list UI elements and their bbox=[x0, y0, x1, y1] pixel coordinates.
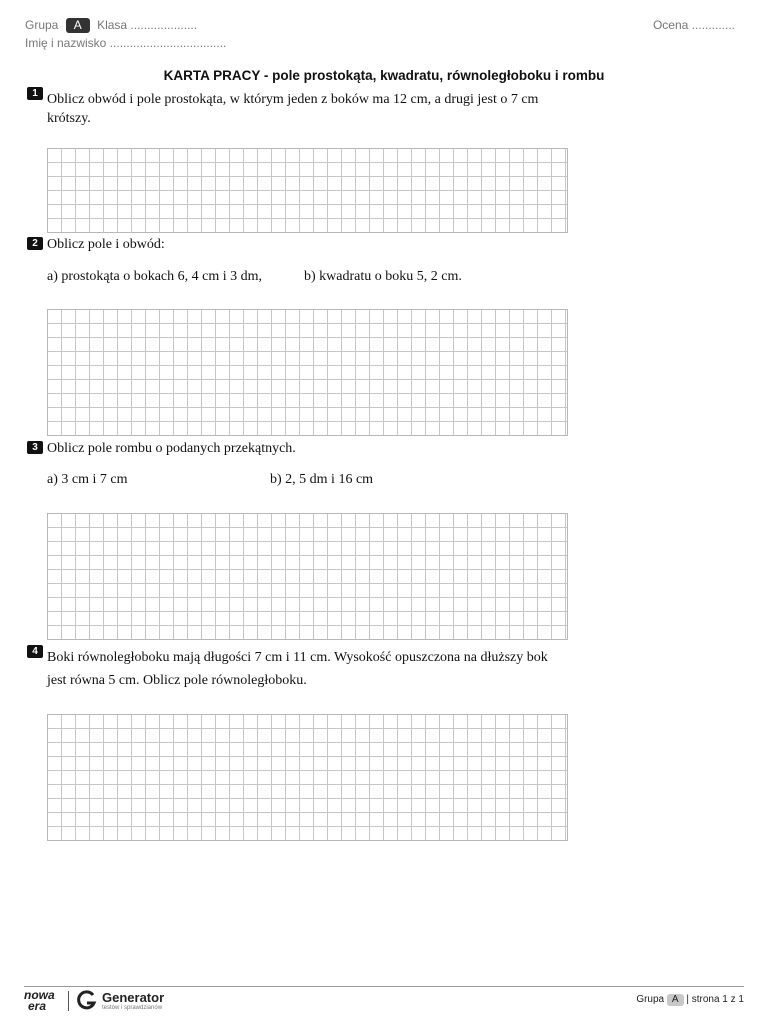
task-number-2: 2 bbox=[27, 237, 43, 250]
logo-separator bbox=[68, 991, 69, 1011]
task-1-text-line2: krótszy. bbox=[47, 111, 91, 126]
task-2-option-a: a) prostokąta o bokach 6, 4 cm i 3 dm, bbox=[47, 269, 263, 284]
name-field: Imię i nazwisko ................................... bbox=[25, 36, 227, 50]
task-number-1: 1 bbox=[27, 87, 43, 100]
page-number: | strona 1 z 1 bbox=[686, 994, 744, 1005]
answer-grid-3[interactable] bbox=[47, 513, 568, 640]
nowa-era-logo bbox=[24, 990, 55, 1012]
task-3-option-a: a) 3 cm i 7 cm bbox=[47, 472, 128, 487]
nowa-era-logo-top: nowa bbox=[24, 988, 55, 1002]
task-2-option-b: b) kwadratu o boku 5, 2 cm. bbox=[304, 269, 462, 284]
task-number-3: 3 bbox=[27, 441, 43, 454]
task-1-text-line1: Oblicz obwód i pole prostokąta, w którym jeden z boków ma 12 cm, a drugi jest o 7 cm bbox=[47, 92, 539, 107]
task-2-text: Oblicz pole i obwód: bbox=[47, 237, 165, 252]
generator-logo-subtitle: testów i sprawdzianów bbox=[102, 1005, 163, 1011]
task-3-text: Oblicz pole rombu o podanych przekątnych. bbox=[47, 441, 296, 456]
answer-grid-2[interactable] bbox=[47, 309, 568, 436]
generator-logo-text: Generator bbox=[102, 990, 165, 1005]
task-number-4: 4 bbox=[27, 645, 43, 658]
group-field bbox=[25, 18, 197, 33]
class-field: Klasa .................... bbox=[97, 18, 198, 32]
answer-grid-1[interactable] bbox=[47, 148, 568, 233]
answer-grid-4[interactable] bbox=[47, 714, 568, 841]
group-label: Grupa bbox=[25, 18, 59, 32]
nowa-era-logo-bottom: era bbox=[28, 999, 47, 1013]
page-title: KARTA PRACY - pole prostokąta, kwadratu, równoległoboku i rombu bbox=[163, 68, 605, 83]
task-4-text-line1: Boki równoległoboku mają długości 7 cm i 11 cm. Wysokość opuszczona na dłuższy bok bbox=[47, 650, 548, 665]
group-badge: A bbox=[66, 18, 90, 33]
page-info bbox=[636, 994, 744, 1006]
footer-divider bbox=[24, 986, 744, 987]
task-4-text-line2: jest równa 5 cm. Oblicz pole równoległoboku. bbox=[47, 673, 307, 688]
generator-g-icon bbox=[77, 990, 97, 1010]
task-3-option-b: b) 2, 5 dm i 16 cm bbox=[270, 472, 374, 487]
grade-field: Ocena ............. bbox=[652, 18, 735, 32]
footer-group-badge: A bbox=[667, 994, 684, 1006]
footer-group-label: Grupa bbox=[636, 994, 665, 1005]
